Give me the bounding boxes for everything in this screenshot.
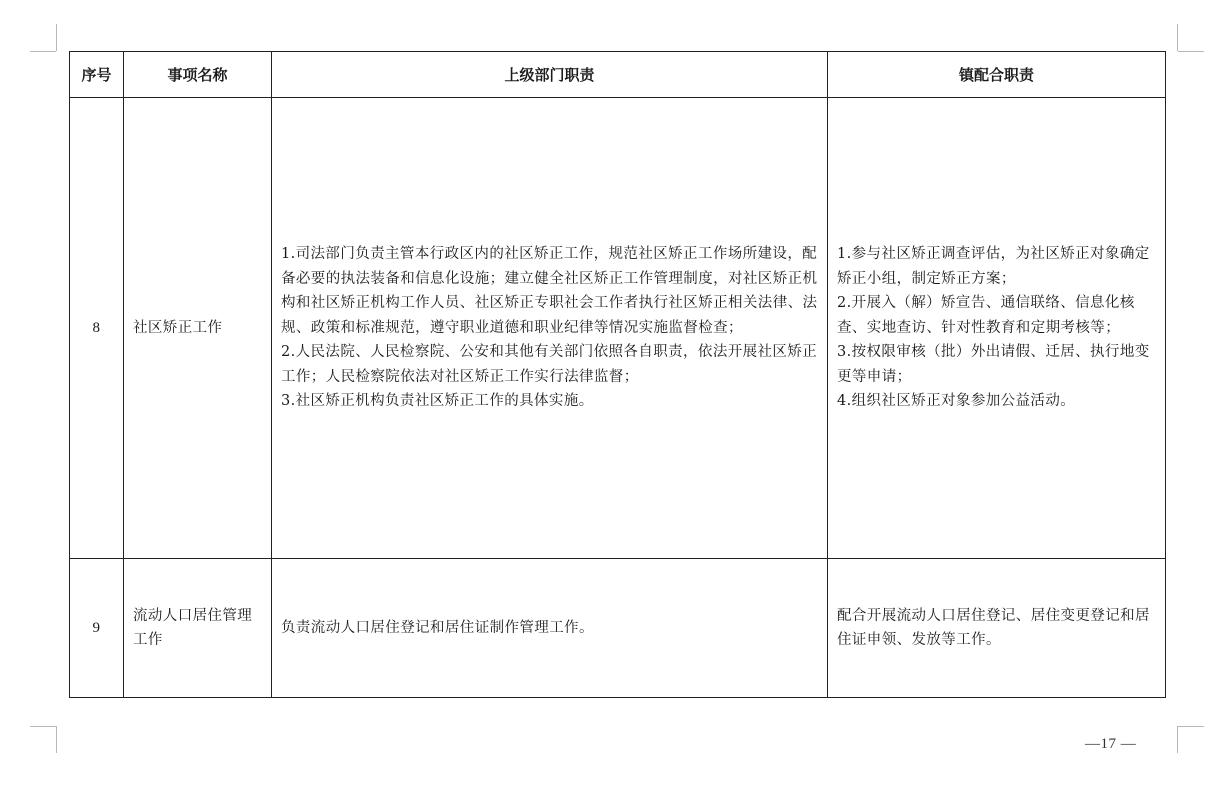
row-item-name: 流动人口居住管理工作 [124, 559, 272, 698]
duty-table [69, 51, 1166, 698]
crop-mark-bottom-right-v [1177, 726, 1178, 753]
town-duty-item: 2.开展入（解）矫宣告、通信联络、信息化核查、实地查访、针对性教育和定期考核等； [837, 295, 1135, 336]
town-duty-item: 4.组织社区矫正对象参加公益活动。 [837, 393, 1076, 410]
table-row [70, 559, 1166, 698]
header-item-name: 事项名称 [124, 52, 272, 98]
row-upper-duties [272, 98, 828, 559]
row-index: 8 [70, 98, 124, 559]
crop-mark-bottom-left-v [56, 726, 57, 753]
header-town-duties: 镇配合职责 [828, 52, 1166, 98]
crop-mark-top-left-h [30, 51, 56, 52]
row-index: 9 [70, 559, 124, 698]
header-index: 序号 [70, 52, 124, 98]
table-row [70, 98, 1166, 559]
row-town-duties [828, 559, 1166, 698]
upper-duty-item: 1.司法部门负责主管本行政区内的社区矫正工作，规范社区矫正工作场所建设，配备必要的执法装备和信息化设施；建立健全社区矫正工作管理制度，对社区矫正机构和社区矫正机构工作人员、社区矫正专职社会工作者执行社区矫正相关法律、法规、政策和标准规范，遵守职业道德和职业纪律等情况实施监督检查； [281, 246, 818, 336]
header-upper-duties: 上级部门职责 [272, 52, 828, 98]
crop-mark-bottom-right-h [1178, 726, 1204, 727]
town-duty-item: 3.按权限审核（批）外出请假、迁居、执行地变更等申请； [837, 344, 1150, 385]
row-town-duties [828, 98, 1166, 559]
upper-duty-item: 负责流动人口居住登记和居住证制作管理工作。 [281, 619, 594, 636]
town-duty-item: 1.参与社区矫正调查评估，为社区矫正对象确定矫正小组，制定矫正方案； [837, 246, 1150, 287]
crop-mark-top-right-h [1178, 51, 1204, 52]
page-number: —17 — [1085, 736, 1137, 752]
crop-mark-bottom-left-h [30, 726, 56, 727]
row-upper-duties [272, 559, 828, 698]
town-duty-item: 配合开展流动人口居住登记、居住变更登记和居住证申领、发放等工作。 [837, 607, 1150, 648]
crop-mark-top-right-v [1177, 24, 1178, 51]
upper-duty-item: 3.社区矫正机构负责社区矫正工作的具体实施。 [281, 393, 594, 410]
row-item-name: 社区矫正工作 [124, 98, 272, 559]
upper-duty-item: 2.人民法院、人民检察院、公安和其他有关部门依照各自职责，依法开展社区矫正工作；人民检察院依法对社区矫正工作实行法律监督； [281, 344, 818, 385]
header-row [70, 52, 1166, 98]
crop-mark-top-left-v [56, 24, 57, 51]
